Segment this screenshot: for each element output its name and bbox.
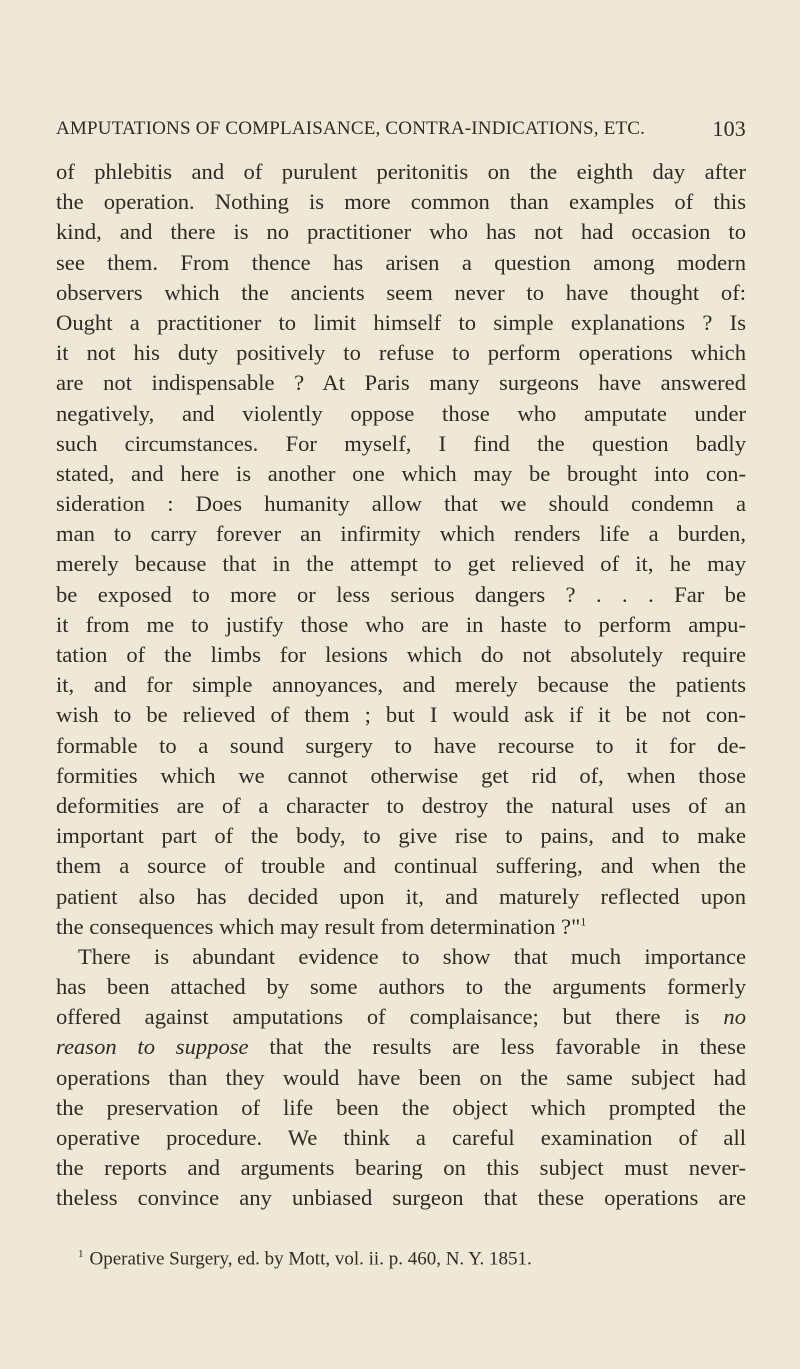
text-line: sideration : Does humanity allow that we should condemn a <box>56 491 746 517</box>
text-line: formities which we cannot otherwise get rid of, when those <box>56 762 746 788</box>
page-number: 103 <box>712 116 746 141</box>
text-line: theless convince any unbiased surgeon that these operations are <box>56 1185 746 1211</box>
text-line <box>56 1002 746 1032</box>
text-line <box>56 1032 746 1062</box>
text-line: them a source of trouble and continual suffering, and when the <box>56 853 746 879</box>
text-line: important part of the body, to give rise to pains, and to make <box>56 823 746 849</box>
text-line: are not indispensable ? At Paris many surgeons have answered <box>56 370 746 396</box>
text-line: the operation. Nothing is more common than examples of this <box>56 189 746 215</box>
text-line: formable to a sound surgery to have recourse to it for de- <box>56 732 746 758</box>
text-line: kind, and there is no practitioner who has not had occasion to <box>56 219 746 245</box>
footnote-mark: 1 <box>78 1248 84 1260</box>
text-line: man to carry forever an infirmity which renders life a burden, <box>56 521 746 547</box>
footnote <box>78 1248 738 1270</box>
text-line: wish to be relieved of them ; but I would ask if it be not con- <box>56 702 746 728</box>
running-title: AMPUTATIONS OF COMPLAISANCE, CONTRA-INDICATIONS, ETC. <box>56 118 646 139</box>
text-line: stated, and here is another one which may be brought into con- <box>56 460 746 486</box>
text-line: be exposed to more or less serious dangers ? . . . Far be <box>56 581 746 607</box>
text-line: deformities are of a character to destroy the natural uses of an <box>56 792 746 818</box>
text-line: of phlebitis and of purulent peritonitis on the eighth day after <box>56 159 746 184</box>
text-line: operative procedure. We think a careful examination of all <box>56 1125 746 1150</box>
text-line: observers which the ancients seem never to have thought of: <box>56 279 746 305</box>
text-line: it from me to justify those who are in haste to perform ampu- <box>56 611 746 637</box>
footnote-text: Operative Surgery, ed. by Mott, vol. ii. p. 460, N. Y. 1851. <box>89 1248 532 1270</box>
running-head <box>56 118 746 140</box>
text-line: it not his duty positively to refuse to perform operations which <box>56 340 746 366</box>
text-line-content: offered against amputations of complaisance; but there is <box>56 1004 700 1030</box>
italic-phrase: no <box>723 1004 746 1030</box>
text-line-content: that the results are less favorable in these <box>269 1034 747 1060</box>
text-line <box>56 912 746 942</box>
text-line: the reports and arguments bearing on this subject must never- <box>56 1155 746 1181</box>
footnote-reference: 1 <box>580 914 587 929</box>
text-line: such circumstances. For myself, I find the question badly <box>56 430 746 456</box>
text-line: There is abundant evidence to show that much importance <box>78 943 746 969</box>
text-line: negatively, and violently oppose those who amputate under <box>56 400 746 426</box>
text-line: operations than they would have been on the same subject had <box>56 1064 746 1090</box>
text-line: see them. From thence has arisen a question among modern <box>56 249 746 275</box>
text-line: it, and for simple annoyances, and merely because the patients <box>56 672 746 698</box>
italic-phrase: reason to suppose <box>56 1034 249 1060</box>
body-text <box>56 157 746 1214</box>
text-line: patient also has decided upon it, and maturely reflected upon <box>56 883 746 909</box>
text-line: has been attached by some authors to the arguments formerly <box>56 974 746 1000</box>
text-line-content: the consequences which may result from determination ?" <box>56 913 581 939</box>
text-line: the preservation of life been the object which prompted the <box>56 1094 746 1120</box>
text-line: Ought a practitioner to limit himself to simple explanations ? Is <box>56 309 746 335</box>
text-line: tation of the limbs for lesions which do not absolutely require <box>56 642 746 667</box>
text-line: merely because that in the attempt to get relieved of it, he may <box>56 551 746 577</box>
